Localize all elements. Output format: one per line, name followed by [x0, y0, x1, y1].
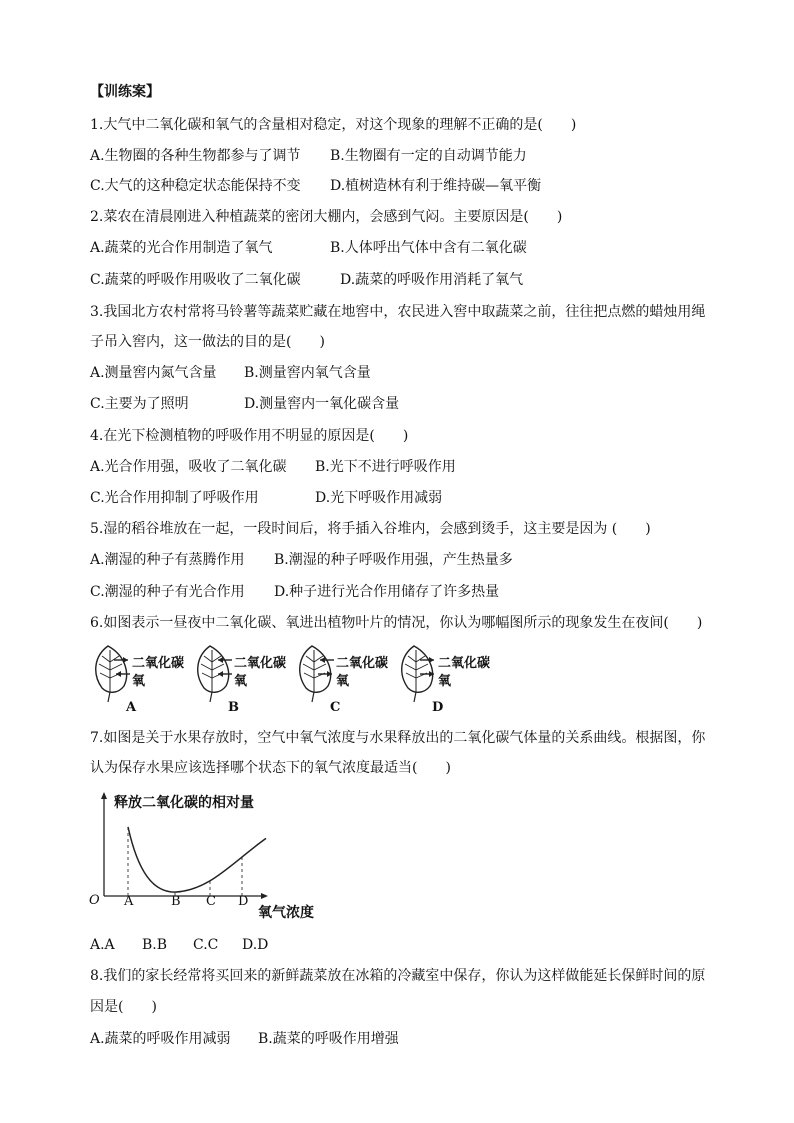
- chart-y-label: 释放二氧化碳的相对量: [114, 795, 254, 811]
- question-5-option-b[interactable]: B.潮湿的种子呼吸作用强，产生热量多: [274, 552, 513, 568]
- x-axis-arrow: [261, 893, 268, 899]
- question-1-option-a[interactable]: A.生物圈的各种生物都参与了调节: [90, 148, 301, 164]
- question-1-stem: 1.大气中二氧化碳和氧气的含量相对稳定，对这个现象的理解不正确的是( ): [90, 117, 577, 133]
- question-3-options-row-2: [90, 395, 690, 413]
- question-6-leaf-figures: [90, 640, 510, 720]
- question-3-stem-line-1: 3.我国北方农村常将马铃薯等蔬菜贮藏在地窖中，农民进入窖中取蔬菜之前，往往把点燃的蜡烛用绳: [90, 304, 706, 320]
- leaf-c-letter: C: [330, 700, 341, 715]
- question-7-option-b[interactable]: B.B: [142, 937, 168, 953]
- question-2-options-row-1: [90, 239, 690, 257]
- question-7-stem-line-1: 7.如图是关于水果存放时，空气中氧气浓度与水果释放出的二氧化碳气体量的关系曲线。根据图，你: [90, 730, 706, 746]
- question-8-stem-line-2: 因是( ): [90, 999, 157, 1015]
- question-3-options-row-1: [90, 364, 690, 382]
- question-7-options: [90, 936, 390, 954]
- y-axis-arrow: [101, 792, 107, 799]
- section-title: 【训练案】: [90, 84, 160, 100]
- chart-tick-b: B: [171, 894, 181, 909]
- question-3-option-d[interactable]: D.测量窖内一氧化碳含量: [244, 396, 400, 412]
- question-2-option-b[interactable]: B.人体呼出气体中含有二氧化碳: [330, 240, 527, 256]
- question-5-options-row-2: [90, 583, 710, 601]
- question-7-option-c[interactable]: C.C: [193, 937, 219, 953]
- question-1-option-b[interactable]: B.生物圈有一定的自动调节能力: [330, 148, 527, 164]
- leaf-c-co2-label: 二氧化碳: [336, 656, 389, 671]
- chart-tick-d: D: [238, 894, 249, 909]
- leaf-figure-b[interactable]: [192, 640, 292, 720]
- oxygen-co2-chart: [84, 786, 324, 926]
- leaf-c-o2-label: 氧: [336, 674, 350, 689]
- question-5-option-a[interactable]: A.潮湿的种子有蒸腾作用: [90, 552, 245, 568]
- question-8-stem-line-1: 8.我们的家长经常将买回来的新鲜蔬菜放在冰箱的冷藏室中保存，你认为这样做能延长保鲜时间的原: [90, 968, 706, 984]
- question-7-stem-line-2: 认为保存水果应该选择哪个状态下的氧气浓度最适当( ): [90, 760, 451, 776]
- question-5-stem: 5.湿的稻谷堆放在一起，一段时间后，将手插入谷堆内，会感到烫手，这主要是因为 ( ): [90, 521, 651, 537]
- question-1-options-row-2: [90, 177, 690, 195]
- chart-x-label: 氧气浓度: [258, 905, 314, 921]
- question-3-stem-line-2: 子吊入窖内，这一做法的目的是( ): [90, 334, 325, 350]
- leaf-d-co2-label: 二氧化碳: [438, 656, 491, 671]
- leaf-a-o2-label: 氧: [132, 674, 146, 689]
- question-8-option-a[interactable]: A.蔬菜的呼吸作用减弱: [90, 1031, 231, 1047]
- leaf-d-o2-label: 氧: [438, 674, 452, 689]
- question-2-option-a[interactable]: A.蔬菜的光合作用制造了氧气: [90, 240, 273, 256]
- question-3-option-a[interactable]: A.测量窖内氮气含量: [90, 365, 217, 381]
- question-2-options-row-2: [90, 271, 690, 289]
- leaf-a-letter: A: [126, 700, 137, 715]
- question-1-option-d[interactable]: D.植树造林有利于维持碳—氧平衡: [330, 178, 542, 194]
- question-4-option-d[interactable]: D.光下呼吸作用减弱: [315, 490, 443, 506]
- leaf-a-co2-label: 二氧化碳: [132, 656, 185, 671]
- question-7-option-a[interactable]: A.A: [90, 937, 115, 953]
- dashed-guides: [128, 827, 242, 896]
- chart-origin-label: O: [89, 893, 100, 908]
- leaf-figure-a[interactable]: [90, 640, 190, 720]
- question-1-options-row-1: [90, 147, 690, 165]
- question-4-stem: 4.在光下检测植物的呼吸作用不明显的原因是( ): [90, 428, 409, 444]
- question-5-option-d[interactable]: D.种子进行光合作用储存了许多热量: [274, 584, 500, 600]
- question-4-option-c[interactable]: C.光合作用抑制了呼吸作用: [90, 490, 259, 506]
- question-3-option-c[interactable]: C.主要为了照明: [90, 396, 189, 412]
- question-2-option-d[interactable]: D.蔬菜的呼吸作用消耗了氧气: [340, 272, 524, 288]
- leaf-figure-d[interactable]: [396, 640, 496, 720]
- leaf-figure-c[interactable]: [294, 640, 394, 720]
- question-6-stem: 6.如图表示一昼夜中二氧化碳、氧进出植物叶片的情况，你认为哪幅图所示的现象发生在夜间( ): [90, 615, 703, 631]
- leaf-b-co2-label: 二氧化碳: [234, 656, 287, 671]
- question-5-option-c[interactable]: C.潮湿的种子有光合作用: [90, 584, 245, 600]
- question-2-stem: 2.菜农在清晨刚进入种植蔬菜的密闭大棚内，会感到气闷。主要原因是( ): [90, 209, 563, 225]
- leaf-d-letter: D: [432, 700, 444, 715]
- question-8-option-b[interactable]: B.蔬菜的呼吸作用增强: [258, 1031, 399, 1047]
- question-4-options-row-2: [90, 489, 690, 507]
- leaf-b-o2-label: 氧: [234, 674, 248, 689]
- question-4-options-row-1: [90, 458, 690, 476]
- question-8-options-row-1: [90, 1030, 590, 1048]
- co2-curve: [128, 827, 266, 892]
- question-1-option-c[interactable]: C.大气的这种稳定状态能保持不变: [90, 178, 301, 194]
- question-7-option-d[interactable]: D.D: [242, 937, 269, 953]
- question-3-option-b[interactable]: B.测量窖内氧气含量: [244, 365, 371, 381]
- question-4-option-b[interactable]: B.光下不进行呼吸作用: [315, 459, 456, 475]
- chart-tick-a: A: [124, 894, 134, 909]
- question-2-option-c[interactable]: C.蔬菜的呼吸作用吸收了二氧化碳: [90, 272, 301, 288]
- leaf-b-letter: B: [228, 700, 239, 715]
- chart-tick-c: C: [206, 894, 216, 909]
- question-5-options-row-1: [90, 551, 710, 569]
- question-4-option-a[interactable]: A.光合作用强，吸收了二氧化碳: [90, 459, 287, 475]
